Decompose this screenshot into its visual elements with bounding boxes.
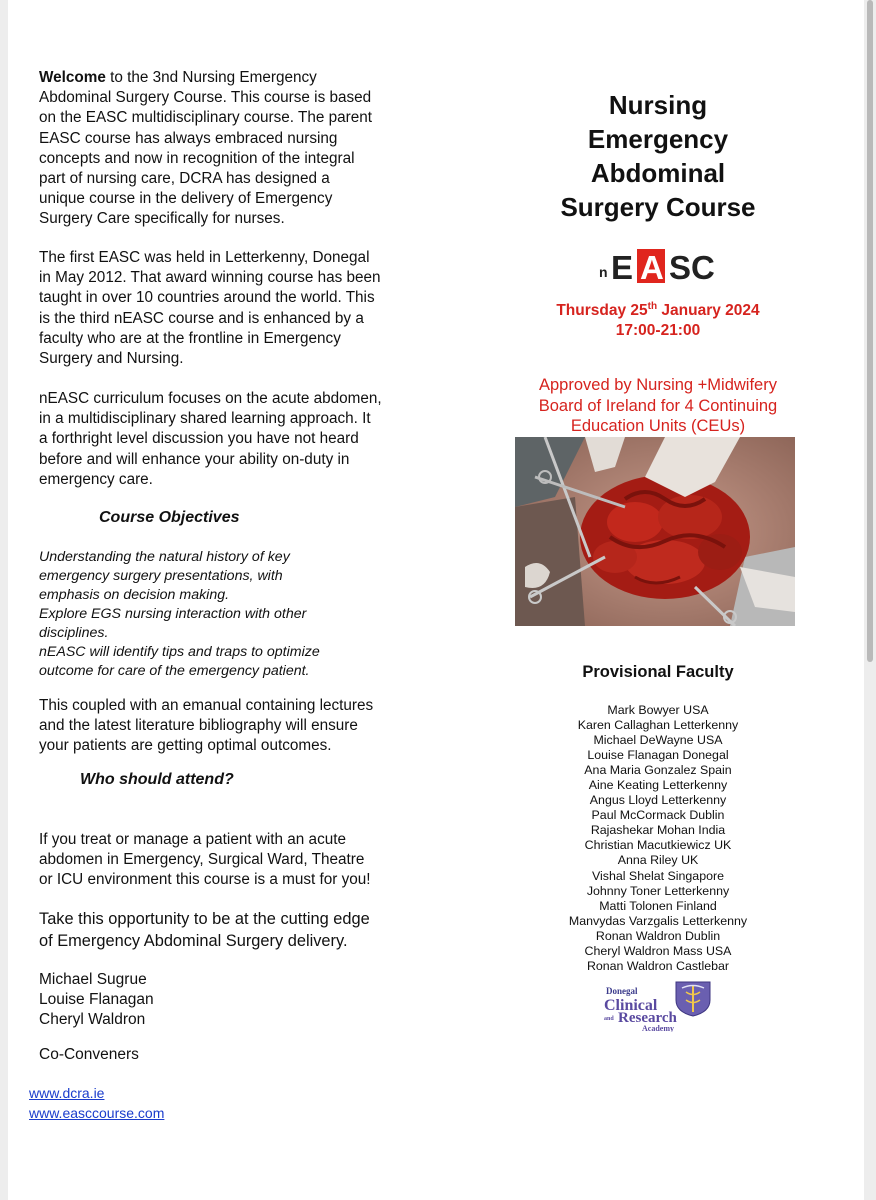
- faculty-member: Manvydas Varzgalis Letterkenny: [568, 913, 748, 928]
- objective-line: disciplines.: [39, 625, 109, 641]
- faculty-member: Rajashekar Mohan India: [590, 823, 726, 838]
- convener-name: Michael Sugrue: [39, 971, 147, 988]
- faculty-member: Aine Keating Letterkenny: [588, 778, 728, 793]
- emanual-line: and the latest literature bibliography will ensure: [39, 717, 358, 735]
- history-line: Surgery and Nursing.: [39, 350, 184, 367]
- faculty-heading: Provisional Faculty: [582, 663, 734, 681]
- curriculum-line: a forthright level discussion you have not heard: [39, 430, 359, 448]
- intro-line: Surgery Care specifically for nurses.: [39, 210, 285, 228]
- svg-text:Research: Research: [618, 1010, 677, 1026]
- time-line: 17:00-21:00: [615, 322, 701, 340]
- convener-name: Louise Flanagan: [39, 991, 154, 1008]
- objective-line: outcome for care of the emergency patient.: [39, 663, 310, 679]
- faculty-member: Ana Maria Gonzalez Spain: [584, 763, 732, 778]
- document-page: [8, 0, 864, 1200]
- objective-line: Explore EGS nursing interaction with other: [39, 606, 307, 622]
- objective-line: nEASC will identify tips and traps to optimize: [39, 644, 320, 660]
- logo-a: A: [640, 249, 664, 286]
- history-line: taught in over 10 countries around the world. This: [39, 289, 375, 307]
- attend-heading: Who should attend?: [80, 771, 234, 788]
- easc-course-link[interactable]: www.easccourse.com: [29, 1105, 165, 1121]
- take-line: Take this opportunity to be at the cutting edge: [39, 910, 370, 928]
- emanual-line: This coupled with an emanual containing lectures: [39, 697, 374, 714]
- dcra-link[interactable]: www.dcra.ie: [29, 1085, 105, 1101]
- logo-prefix: n: [599, 264, 608, 280]
- faculty-member: Ronan Waldron Dublin: [595, 928, 721, 943]
- dcra-logo: [602, 980, 714, 1032]
- faculty-member: Mark Bowyer USA: [607, 703, 709, 717]
- date-line: Thursday 25th January 2024: [556, 301, 760, 320]
- intro-line: Abdominal Surgery Course. This course is based: [39, 89, 372, 107]
- attend-line: If you treat or manage a patient with an acute: [39, 831, 346, 848]
- neasc-logo: [597, 246, 727, 286]
- history-line: faculty who are at the frontline in Emergency: [39, 329, 341, 347]
- faculty-member: Christian Macutkiewicz UK: [584, 838, 732, 853]
- faculty-list: [510, 703, 806, 974]
- faculty-member: Ronan Waldron Castlebar: [586, 958, 730, 973]
- logo-sc: SC: [669, 249, 715, 286]
- emanual-line: your patients are getting optimal outcomes.: [39, 737, 332, 755]
- surgery-photo-graphic: [515, 437, 795, 626]
- surgery-photo: [515, 437, 795, 626]
- svg-text:Clinical: Clinical: [604, 997, 658, 1014]
- faculty-member: Karen Callaghan Letterkenny: [577, 718, 739, 733]
- curriculum-line: nEASC curriculum focuses on the acute abdomen,: [39, 390, 382, 407]
- intro-line: part of nursing care, DCRA has designed a: [39, 170, 330, 187]
- svg-text:Academy: Academy: [642, 1024, 674, 1032]
- faculty-member: Anna Riley UK: [617, 853, 699, 868]
- intro-line: on the EASC multidisciplinary course. The parent: [39, 109, 373, 127]
- faculty-member: Matti Tolonen Finland: [599, 898, 717, 913]
- intro-line: concepts and now in recognition of the integral: [39, 149, 355, 167]
- logo-e: E: [611, 249, 634, 286]
- welcome-line: Welcome to the 3nd Nursing Emergency: [39, 69, 317, 86]
- neasc-logo-graphic: [597, 246, 727, 286]
- objective-line: emphasis on decision making.: [39, 587, 230, 603]
- course-date: [510, 297, 806, 341]
- title-line: Surgery Course: [560, 192, 756, 222]
- course-title: [510, 88, 806, 224]
- faculty-member: Angus Lloyd Letterkenny: [589, 793, 727, 808]
- attend-line: abdomen in Emergency, Surgical Ward, Theatre: [39, 851, 365, 869]
- take-line: of Emergency Abdominal Surgery delivery.: [39, 932, 348, 950]
- faculty-member: Louise Flanagan Donegal: [587, 748, 729, 763]
- title-line: Abdominal: [590, 158, 726, 188]
- intro-line: EASC course has always embraced nursing: [39, 129, 338, 147]
- history-line: in May 2012. That award winning course has been: [39, 269, 381, 287]
- svg-text:Donegal: Donegal: [606, 986, 638, 996]
- convener-name: Cheryl Waldron: [39, 1011, 146, 1028]
- svg-text:and: and: [604, 1016, 614, 1022]
- history-line: The first EASC was held in Letterkenny, Donegal: [39, 249, 370, 266]
- history-line: is the third nEASC course and is enhanced by a: [39, 309, 364, 327]
- objectives-heading: Course Objectives: [99, 509, 240, 526]
- objective-line: Understanding the natural history of key: [39, 549, 290, 565]
- title-line: Nursing: [608, 90, 708, 120]
- objective-line: emergency surgery presentations, with: [39, 568, 283, 584]
- faculty-member: Cheryl Waldron Mass USA: [584, 943, 732, 958]
- attend-line: or ICU environment this course is a must for you!: [39, 871, 371, 889]
- curriculum-line: emergency care.: [39, 470, 153, 488]
- faculty-member: Paul McCormack Dublin: [591, 808, 725, 823]
- dcra-logo-graphic: [602, 980, 714, 1032]
- faculty-member: Michael DeWayne USA: [593, 733, 723, 748]
- curriculum-line: in a multidisciplinary shared learning approach. It: [39, 410, 371, 428]
- title-line: Emergency: [587, 124, 729, 154]
- faculty-member: Johnny Toner Letterkenny: [586, 883, 730, 898]
- curriculum-line: before and will enhance your ability on-duty in: [39, 450, 350, 468]
- intro-line: unique course in the delivery of Emergency: [39, 190, 333, 208]
- approval-note: Approved by Nursing +Midwifery Board of Ireland for 4 Continuing Education Units (CEUs): [538, 376, 778, 435]
- conveners-label: Co-Conveners: [39, 1046, 139, 1063]
- faculty-member: Vishal Shelat Singapore: [591, 868, 725, 883]
- vertical-scrollbar[interactable]: [867, 0, 873, 662]
